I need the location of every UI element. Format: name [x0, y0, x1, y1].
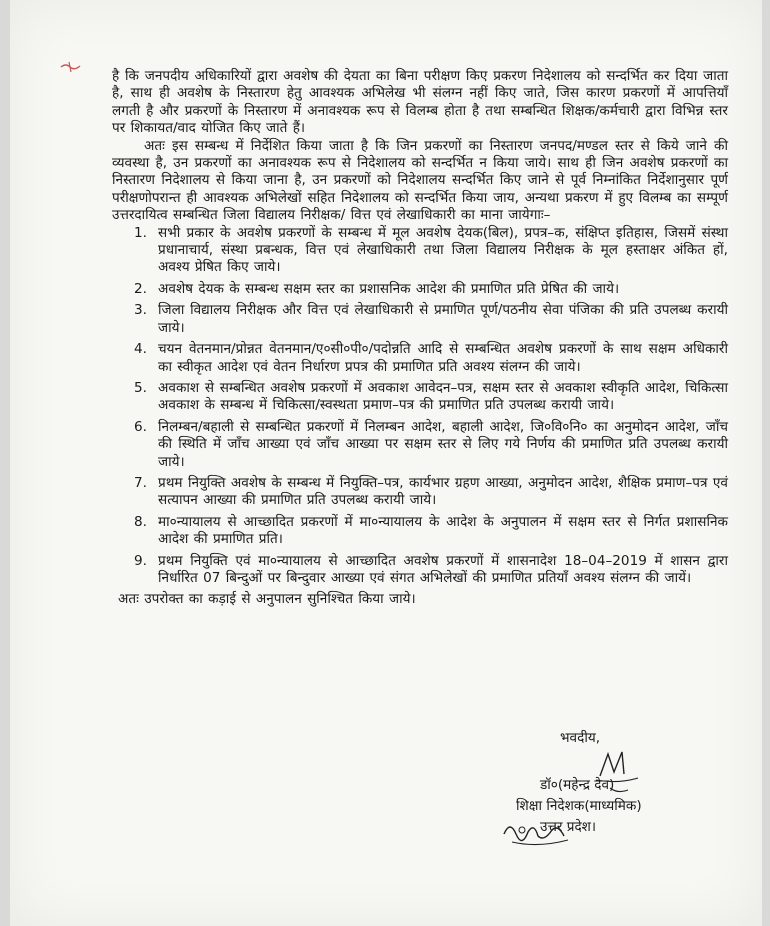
- list-item-number: 4.: [134, 341, 147, 358]
- list-item-number: 1.: [134, 224, 147, 241]
- list-item-number: 3.: [134, 302, 147, 319]
- list-item-text: मा०न्यायालय से आच्छादित प्रकरणों में मा०न्यायालय के आदेश के अनुपालन में सक्षम स्तर से निर्गत प्रशासनिक आदेश की प्रमाणित प्रति।: [158, 513, 728, 548]
- paragraph-directive: अतः इस सम्बन्ध में निर्देशित किया जाता है कि जिन प्रकरणों का निस्तारण जनपद/मण्डल स्तर से किये जाने की व्यवस्था है, उन प्रकरणों का अनावश्यक रूप से निदेशालय को सन्दर्भित न किया जाये। साथ ही जिन अवशेष प्रकरणों का निस्तारण निदेशालय से किया जाना है, उन प्रकरणों को निदेशालय सन्दर्भित किए जाने से पूर्व निम्नांकित निर्देशानुसार पूर्ण परीक्षणोपरान्त ही आवश्यक अभिलेखों सहित निदेशालय को सन्दर्भित किया जाय, अन्यथा प्रकरण में हुए विलम्ब का सम्पूर्ण उत्तरदायित्व सम्बन्धित जिला विद्यालय निरीक्षक/ वित्त एवं लेखाधिकारी का माना जायेगाः–: [112, 137, 728, 224]
- list-item: [112, 225, 728, 277]
- list-item-number: 6.: [134, 418, 147, 435]
- signatory-place: उत्तर प्रदेश।: [540, 819, 597, 835]
- list-item: [112, 302, 728, 337]
- list-item: [112, 419, 728, 471]
- red-pen-mark: [60, 58, 82, 79]
- paragraph-intro: है कि जनपदीय अधिकारियों द्वारा अवशेष की देयता का बिना परीक्षण किए प्रकरण निदेशालय को सन्दर्भित कर दिया जाता है, साथ ही अवशेष के निस्तारण हेतु आवश्यक अभिलेख भी संलग्न नहीं किए जाते, जिस कारण प्रकरणों में आपत्तियाँ लगती है और प्रकरणों के निस्तारण में अनावश्यक रूप से विलम्ब होता है तथा सम्बन्धित शिक्षक/कर्मचारी द्वारा विभिन्न स्तर पर शिकायत/वाद योजित किए जाते हैं।: [112, 68, 728, 137]
- list-item-number: 5.: [134, 379, 147, 396]
- instruction-list: [112, 225, 728, 588]
- signature-block: [516, 728, 716, 838]
- letter-body: [112, 68, 728, 609]
- closing-line: अतः उपरोक्त का कड़ाई से अनुपालन सुनिश्चित किया जाये।: [118, 591, 416, 608]
- list-item-text: अवकाश से सम्बन्धित अवशेष प्रकरणों में अवकाश आवेदन–पत्र, सक्षम स्तर से अवकाश स्वीकृति आदेश, चिकित्सा अवकाश के सम्बन्ध में चिकित्सा/स्वस्थता प्रमाण–पत्र की प्रमाणित प्रति उपलब्ध करायी जाये।: [158, 379, 728, 414]
- list-item-number: 9.: [134, 552, 147, 569]
- list-item: [112, 281, 728, 298]
- list-item-number: 8.: [134, 513, 147, 530]
- regards-text: भवदीय,: [560, 730, 601, 746]
- list-item-text: जिला विद्यालय निरीक्षक और वित्त एवं लेखाधिकारी से प्रमाणित पूर्ण/पठनीय सेवा पंजिका की प्रति उपलब्ध करायी जाये।: [158, 302, 728, 336]
- list-item: [112, 514, 728, 549]
- list-item-number: 7.: [134, 474, 147, 491]
- list-item-text: निलम्बन/बहाली से सम्बन्धित प्रकरणों में निलम्बन आदेश, बहाली आदेश, जि०वि०नि० का अनुमोदन आदेश, जाँच की स्थिति में जाँच आख्या एवं जाँच आख्या पर सक्षम स्तर से लिए गये निर्णय की प्रमाणित प्रति उपलब्ध करायी जाये।: [158, 418, 728, 470]
- list-item-text: प्रथम नियुक्ति एवं मा०न्यायालय से आच्छादित अवशेष प्रकरणों में शासनादेश 18–04–2019 में शासन द्वारा निर्धारित 07 बिन्दुओं पर बिन्दुवार आख्या एवं संगत अभिलेखों की प्रमाणित प्रतियाँ अवश्य संलग्न की जायें।: [158, 552, 728, 586]
- list-item-text: प्रथम नियुक्ति अवशेष के सम्बन्ध में नियुक्ति–पत्र, कार्यभार ग्रहण आख्या, अनुमोदन आदेश, शैक्षिक प्रमाण–पत्र एवं सत्यापन आख्या की प्रमाणित प्रति उपलब्ध करायी जाये।: [158, 474, 728, 509]
- list-item-text: अवशेष देयक के सम्बन्ध सक्षम स्तर का प्रशासनिक आदेश की प्रमाणित प्रति प्रेषित की जाये।: [158, 280, 620, 297]
- signatory-name: डॉ०(महेन्द्र देव): [540, 777, 615, 793]
- document-page: [10, 0, 762, 926]
- list-item: [112, 341, 728, 376]
- list-item: [112, 380, 728, 415]
- list-item-number: 2.: [134, 280, 147, 297]
- signatory-designation: शिक्षा निदेशक(माध्यमिक): [516, 798, 642, 814]
- list-item-text: सभी प्रकार के अवशेष प्रकरणों के सम्बन्ध में मूल अवशेष देयक(बिल), प्रपत्र–क, संक्षिप्त इतिहास, जिसमें संस्था प्रधानाचार्य, संस्था प्रबन्धक, वित्त एवं लेखाधिकारी तथा जिला विद्यालय निरीक्षक के मूल हस्ताक्षर अंकित हों, अवश्य प्रेषित किए जाये।: [158, 224, 728, 276]
- list-item-text: चयन वेतनमान/प्रोन्नत वेतनमान/ए०सी०पी०/पदोन्नति आदि से सम्बन्धित अवशेष प्रकरणों के साथ सक्षम अधिकारी का स्वीकृत आदेश एवं वेतन निर्धारण प्रपत्र की प्रमाणित प्रति अवश्य संलग्न की जाये।: [158, 341, 728, 375]
- list-item: [112, 553, 728, 588]
- list-item: [112, 475, 728, 510]
